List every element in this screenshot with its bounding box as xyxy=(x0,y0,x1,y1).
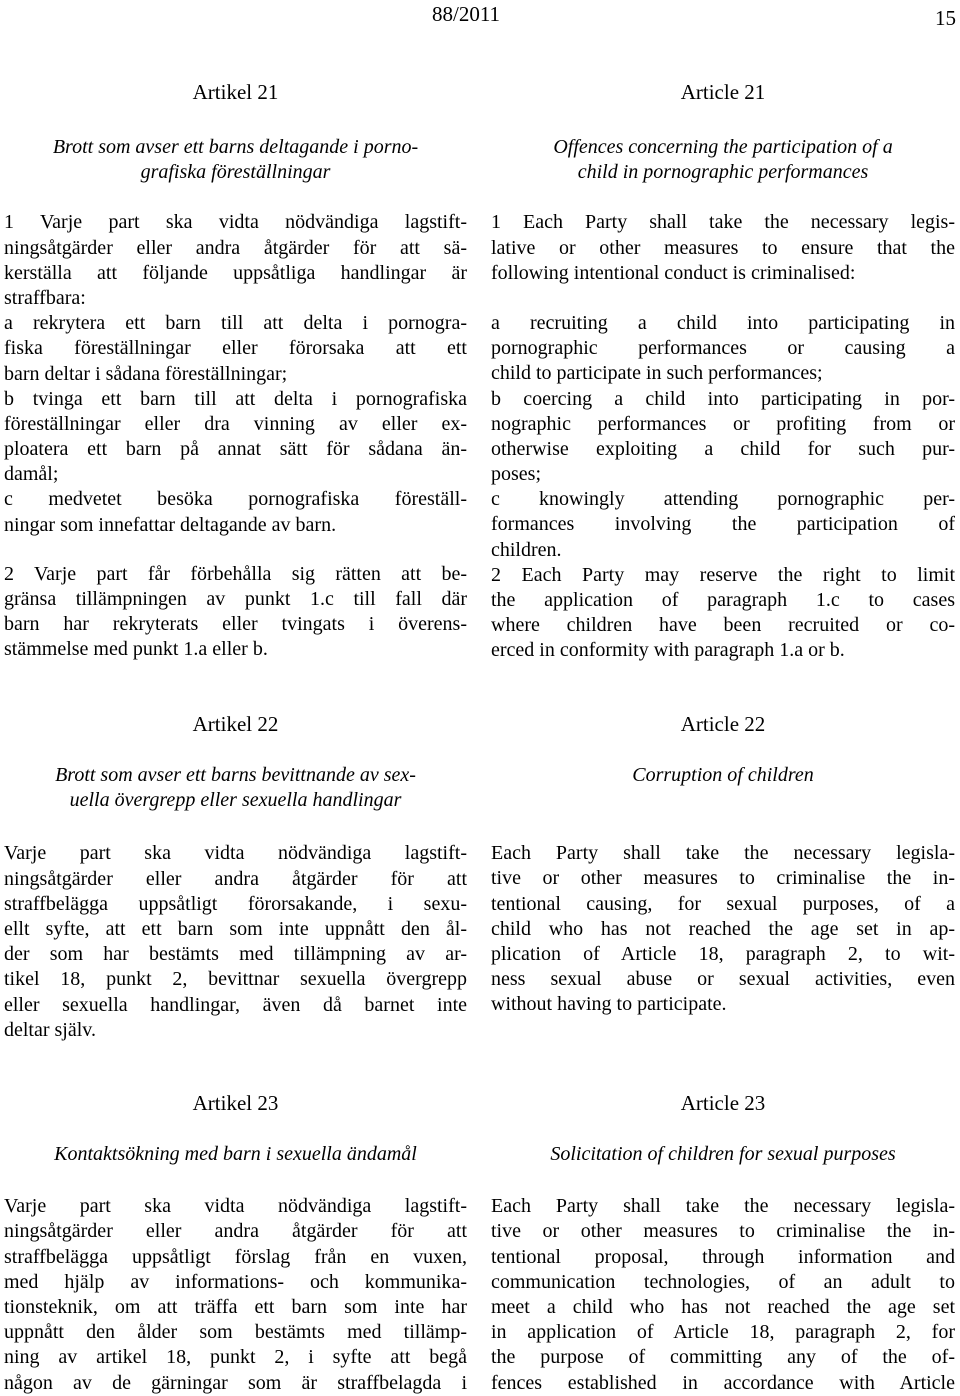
article-body xyxy=(4,1194,467,1396)
article-body xyxy=(491,210,955,286)
article-number: Artikel 23 xyxy=(192,1091,279,1115)
title-line: grafiska föreställningar xyxy=(140,161,331,184)
text-line: children. xyxy=(491,538,562,561)
text-line: ningsåtgärder eller andra åtgärder för att sä- xyxy=(4,236,467,259)
title-line: child in pornographic performances xyxy=(577,161,869,184)
journal-number: 88/2011 xyxy=(432,2,501,26)
text-line: 2 Each Party may reserve the right to limit xyxy=(491,563,955,586)
text-line: tikel 18, punkt 2, bevittnar sexuella övergrepp xyxy=(4,968,467,991)
text-line: formances involving the participation of xyxy=(491,513,955,536)
article-items xyxy=(491,311,955,664)
en-article-21 xyxy=(491,80,955,664)
text-line: the purpose of committing any of the of- xyxy=(491,1346,955,1369)
text-line: c knowingly attending pornographic per- xyxy=(491,488,955,511)
text-line: med hjälp av informations- och kommunika- xyxy=(4,1270,467,1293)
sv-article-21 xyxy=(4,80,467,663)
text-line: straffbelägga uppsåtligt förslag från en vuxen, xyxy=(4,1245,467,1268)
text-line: straffbara: xyxy=(4,286,86,309)
en-article-22 xyxy=(491,712,955,1018)
text-line: c medvetet besöka pornografiska föreställ- xyxy=(4,488,467,511)
article-number: Article 21 xyxy=(680,80,766,104)
text-line: barn deltar i sådana föreställningar; xyxy=(4,362,288,385)
title-line: Brott som avser ett barns bevittnande av sex- xyxy=(55,764,416,786)
text-line: in application of Article 18, paragraph 2, for xyxy=(491,1321,955,1344)
text-line: a recruiting a child into participating in xyxy=(491,311,955,334)
title-line: Offences concerning the participation of a xyxy=(553,136,893,158)
text-line: meet a child who has not reached the age set xyxy=(491,1295,955,1318)
text-line: a rekrytera ett barn till att delta i pornogra- xyxy=(4,312,467,335)
text-line: föreställningar eller dra vinning av eller ex- xyxy=(4,412,467,435)
title-line: Kontaktsökning med barn i sexuella ändamål xyxy=(54,1143,417,1165)
text-line: Varje part ska vidta nödvändiga lagstift- xyxy=(4,1195,467,1218)
article-title xyxy=(491,135,955,185)
text-line: barn har rekryterats eller tvingats i överens- xyxy=(4,613,467,636)
text-line: damål; xyxy=(4,463,59,486)
text-line: lative or other measures to ensure that the xyxy=(491,236,955,259)
article-title xyxy=(4,763,467,813)
article-number: Article 22 xyxy=(680,712,766,736)
article-body xyxy=(491,841,955,1017)
sv-article-23 xyxy=(4,1091,467,1396)
title-line: Brott som avser ett barns deltagande i porno- xyxy=(52,136,419,158)
text-line: 1 Varje part ska vidta nödvändiga lagstift- xyxy=(4,211,467,234)
article-title xyxy=(4,1142,467,1167)
text-line: tive or other measures to criminalise the in- xyxy=(491,867,955,890)
text-line: following intentional conduct is criminalised: xyxy=(491,261,856,284)
text-line: pornographic performances or causing a xyxy=(491,337,955,360)
text-line: b tvinga ett barn till att delta i pornografiska xyxy=(4,387,467,410)
article-number: Artikel 21 xyxy=(192,80,279,104)
text-line: erced in conformity with paragraph 1.a or b. xyxy=(491,639,845,662)
text-line: the application of paragraph 1.c to cases xyxy=(491,589,955,611)
article-number: Article 23 xyxy=(680,1091,766,1115)
text-line: plication of Article 18, paragraph 2, to wit- xyxy=(491,942,955,965)
sv-article-22 xyxy=(4,712,467,1043)
article-body xyxy=(4,210,467,537)
text-line: Each Party shall take the necessary legisla- xyxy=(491,842,955,865)
article-body xyxy=(491,1194,955,1396)
text-line: ellt syfte, att ett barn som inte uppnått den ål- xyxy=(4,917,467,940)
text-line: eller sexuella handlingar, även då barnet inte xyxy=(4,993,467,1016)
text-line: stämmelse med punkt 1.a eller b. xyxy=(4,638,268,661)
text-line: ness sexual abuse or sexual activities, even xyxy=(491,968,955,991)
text-line: where children have been recruited or co- xyxy=(491,614,955,637)
text-line: ningsåtgärder eller andra åtgärder för att xyxy=(4,867,467,890)
text-line: ningar som innefattar deltagande av barn. xyxy=(4,513,337,536)
text-line: Each Party shall take the necessary legisla- xyxy=(491,1195,955,1218)
text-line: någon av de gärningar som är straffbelagda i xyxy=(4,1371,467,1394)
text-line: der som har bestämts med tillämpning av ar- xyxy=(4,943,467,966)
page-header xyxy=(0,2,960,32)
text-line: uppnått den ålder som bestämts med tillämp- xyxy=(4,1321,467,1344)
title-line: Solicitation of children for sexual purposes xyxy=(550,1143,896,1165)
article-title xyxy=(491,763,955,788)
text-line: 2 Varje part får förbehålla sig rätten att be- xyxy=(4,562,467,585)
article-title xyxy=(4,135,467,185)
text-line: poses; xyxy=(491,463,541,486)
text-line: tionsteknik, om att träffa ett barn som inte har xyxy=(4,1295,467,1318)
text-line: Varje part ska vidta nödvändiga lagstift- xyxy=(4,842,467,865)
article-paragraph-2 xyxy=(4,562,467,663)
text-line: ning av artikel 18, punkt 2, i syfte att begå xyxy=(4,1346,467,1369)
text-line: otherwise exploiting a child for such pur- xyxy=(491,437,955,460)
text-line: deltar själv. xyxy=(4,1018,97,1041)
page-number: 15 xyxy=(935,6,956,30)
text-line: child to participate in such performances; xyxy=(491,362,823,385)
text-line: nographic performances or profiting from or xyxy=(491,412,955,435)
article-body xyxy=(4,841,467,1043)
title-line: uella övergrepp eller sexuella handlingar xyxy=(69,789,402,812)
text-line: ploatera ett barn på annat sätt för sådana än- xyxy=(4,438,467,461)
text-line: ningsåtgärder eller andra åtgärder för att xyxy=(4,1220,467,1243)
text-line: tentional causing, for sexual purposes, of a xyxy=(491,892,955,915)
text-line: gränsa tillämpningen av punkt 1.c till fall där xyxy=(4,588,467,610)
text-line: b coercing a child into participating in por- xyxy=(491,387,955,410)
text-line: child who has not reached the age set in ap- xyxy=(491,917,955,940)
text-line: 1 Each Party shall take the necessary legis- xyxy=(491,211,955,234)
text-line: fiska föreställningar eller förorsaka att ett xyxy=(4,337,467,360)
text-line: without having to participate. xyxy=(491,993,727,1016)
title-line: Corruption of children xyxy=(632,764,814,786)
article-number: Artikel 22 xyxy=(192,712,279,736)
text-line: fences established in accordance with Article xyxy=(491,1371,955,1394)
article-title xyxy=(491,1142,955,1167)
en-article-23 xyxy=(491,1091,955,1396)
text-line: tive or other measures to criminalise the in- xyxy=(491,1220,955,1243)
text-line: communication technologies, of an adult to xyxy=(491,1270,955,1293)
text-line: straffbelägga uppsåtligt förorsakande, i sexu- xyxy=(4,892,467,915)
text-line: tentional proposal, through information and xyxy=(491,1245,955,1268)
text-line: kerställa att följande uppsåtliga handlingar är xyxy=(4,261,467,284)
